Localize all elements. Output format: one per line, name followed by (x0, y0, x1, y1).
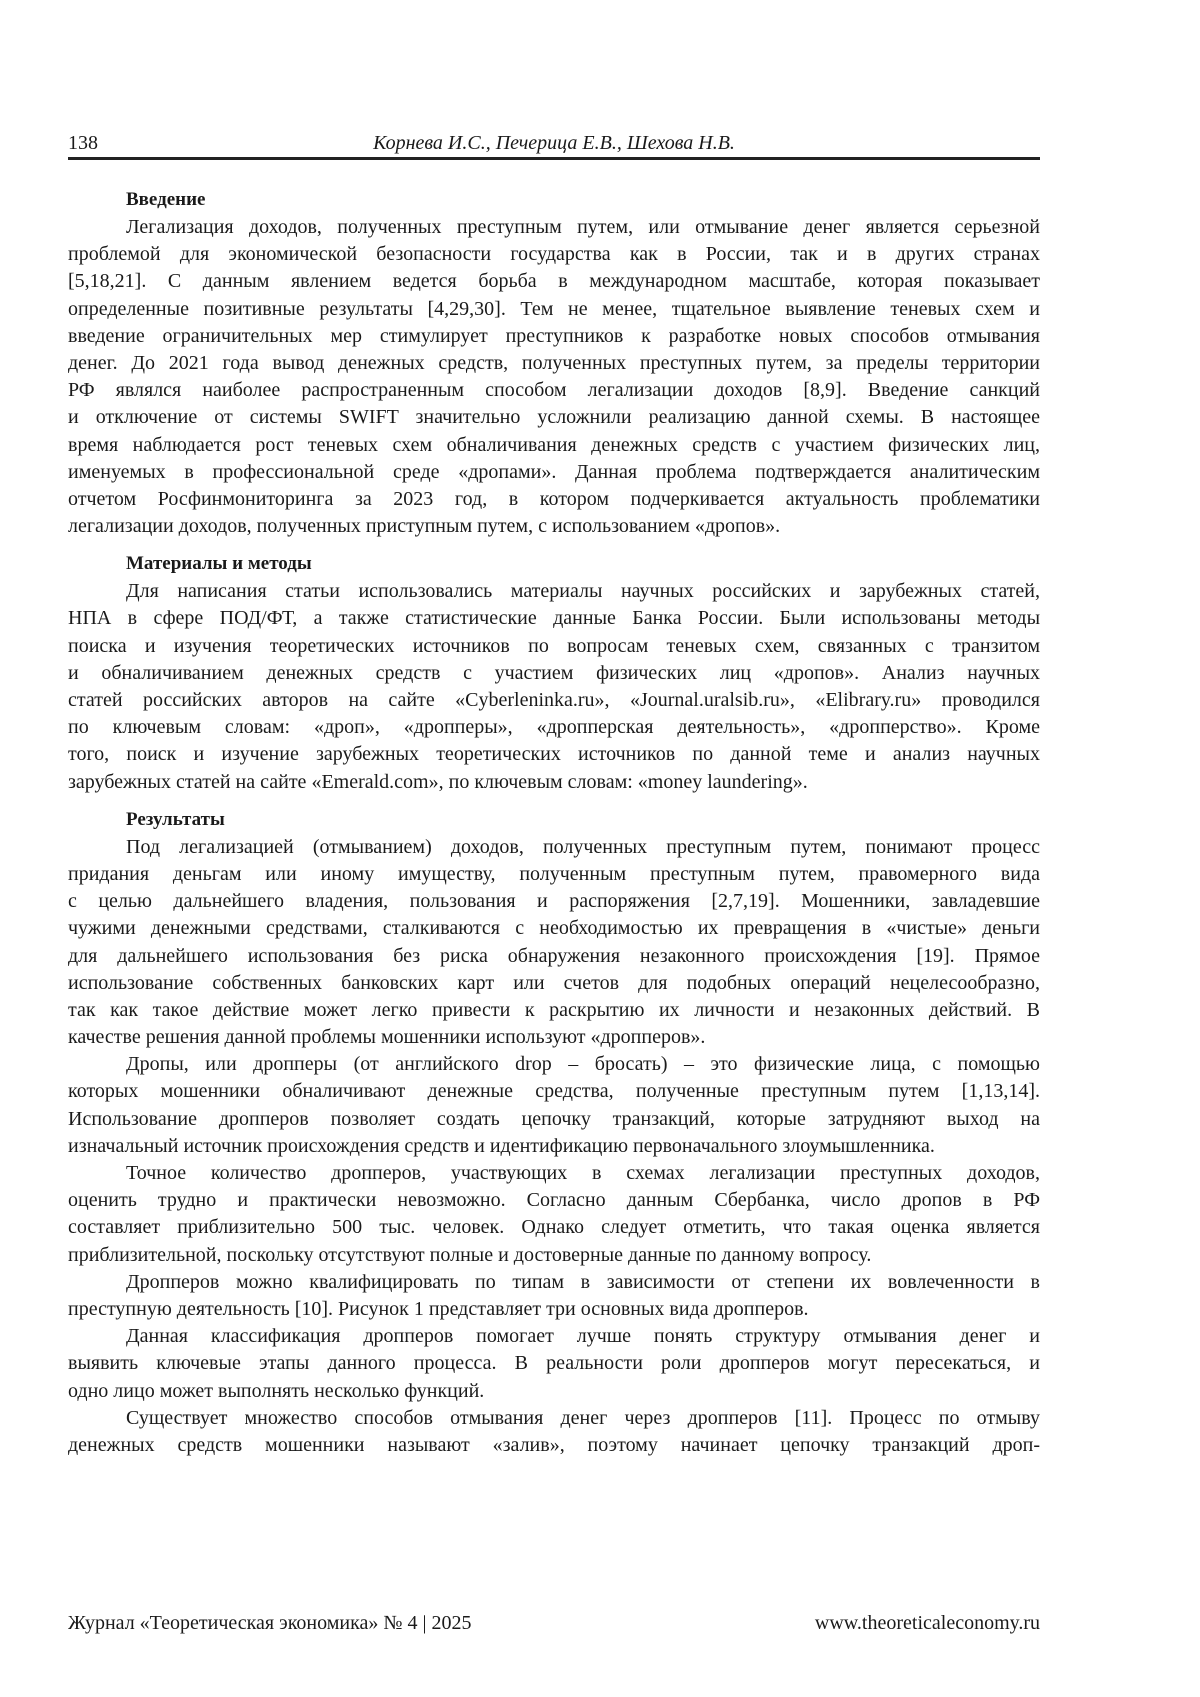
text-line: того, поиск и изучение зарубежных теоретических источников по данной теме и анализ научных (68, 743, 1040, 766)
text-line: денежных средств мошенники называют «залив», поэтому начинает цепочку транзакций дроп- (68, 1433, 1040, 1456)
text-line: Данная классификация дропперов помогает лучше понять структуру отмывания денег и (126, 1325, 1040, 1348)
text-line: оценить трудно и практически невозможно. Согласно данным Сбербанка, число дропов в РФ (68, 1189, 1040, 1212)
paragraph (68, 1269, 1040, 1323)
paragraph (68, 1323, 1040, 1405)
text-line: отчетом Росфинмониторинга за 2023 год, в котором подчеркивается актуальность проблематики (68, 487, 1040, 510)
paragraph (68, 1160, 1040, 1269)
text-line: преступную деятельность [10]. Рисунок 1 представляет три основных вида дропперов. (68, 1297, 809, 1320)
text-line: Под легализацией (отмыванием) доходов, полученных преступным путем, понимают процесс (126, 835, 1040, 858)
text-line: использование собственных банковских карт или счетов для подобных операций нецелесообразно, (68, 971, 1040, 994)
paragraph (68, 214, 1040, 540)
text-line: именуемых в профессиональной среде «дропами». Данная проблема подтверждается аналитическим (68, 460, 1040, 483)
text-line: составляет приблизительно 500 тыс. человек. Однако следует отметить, что такая оценка является (68, 1216, 1040, 1239)
text-line: Использование дропперов позволяет создать цепочку транзакций, которые затрудняют выход на (68, 1107, 1040, 1130)
text-line: для дальнейшего использования без риска обнаружения незаконного происхождения [19]. Прямое (68, 944, 1040, 967)
paragraph (68, 578, 1040, 796)
text-line: Дропы, или дропперы (от английского drop – бросать) – это физические лица, с помощью (126, 1053, 1040, 1076)
text-line: проблемой для экономической безопасности государства как в России, так и в других странах (68, 243, 1040, 266)
text-line: так как такое действие может легко привести к раскрытию их личности и незаконных действий. В (68, 998, 1040, 1021)
text-line: которых мошенники обналичивают денежные средства, полученные преступным путем [1,13,14]. (68, 1080, 1040, 1103)
text-line: денег. До 2021 года вывод денежных средств, полученных преступных путем, за пределы территории (68, 351, 1040, 374)
header-rule (68, 157, 1040, 160)
text-line: введение ограничительных мер стимулирует преступников к разработке новых способов отмывания (68, 324, 1040, 347)
paragraph (68, 834, 1040, 1052)
section-heading: Результаты (126, 808, 225, 830)
text-line: придания деньгам или иному имуществу, полученным преступным путем, правомерного вида (68, 862, 1040, 885)
text-line: чужими денежными средствами, сталкиваются с необходимостью их превращения в «чистые» деньги (68, 917, 1040, 940)
paragraph (68, 1051, 1040, 1160)
text-line: НПА в сфере ПОД/ФТ, а также статистические данные Банка России. Были использованы методы (68, 607, 1040, 630)
text-line: Для написания статьи использовались материалы научных российских и зарубежных статей, (126, 580, 1040, 603)
text-line: [5,18,21]. С данным явлением ведется борьба в международном масштабе, которая показывает (68, 270, 1040, 293)
text-line: статей российских авторов на сайте «Cyberleninka.ru», «Journal.uralsib.ru», «Elibrary.ru» проводился (68, 689, 1040, 711)
text-line: поиска и изучения теоретических источников по вопросам теневых схем, связанных с транзитом (68, 634, 1040, 657)
authors: Корнева И.С., Печерица Е.В., Шехова Н.В. (373, 132, 735, 154)
text-line: и обналичиванием денежных средств с участием физических лиц «дропов». Анализ научных (68, 661, 1040, 684)
paragraph (68, 1405, 1040, 1459)
text-line: и отключение от системы SWIFT значительно усложнили реализацию данной схемы. В настоящее (68, 406, 1040, 429)
text-line: легализации доходов, полученных приступным путем, с использованием «дропов». (68, 515, 781, 538)
journal-name: Журнал «Теоретическая экономика» № 4 | 2025 (68, 1612, 472, 1634)
page-number: 138 (68, 132, 98, 154)
text-line: одно лицо может выполнять несколько функций. (68, 1379, 485, 1402)
text-line: Дропперов можно квалифицировать по типам в зависимости от степени их вовлеченности в (126, 1270, 1040, 1293)
text-line: изначальный источник происхождения средств и идентификацию первоначального злоумышленника. (68, 1134, 935, 1157)
section-heading: Введение (126, 189, 206, 210)
text-line: приблизительной, поскольку отсутствуют полные и достоверные данные по данному вопросу. (68, 1243, 872, 1266)
text-line: Существует множество способов отмывания денег через дропперов [11]. Процесс по отмыву (126, 1406, 1040, 1429)
section-heading: Материалы и методы (126, 553, 312, 575)
text-line: с целью дальнейшего владения, пользования и распоряжения [2,7,19]. Мошенники, завладевшие (68, 890, 1040, 913)
text-line: РФ являлся наиболее распространенным способом легализации доходов [8,9]. Введение санкций (68, 379, 1040, 402)
journal-url[interactable]: www.theoreticaleconomy.ru (814, 1612, 1040, 1634)
text-line: время наблюдается рост теневых схем обналичивания денежных средств с участием физических лиц, (68, 433, 1040, 456)
text-line: выявить ключевые этапы данного процесса. В реальности роли дропперов могут пересекаться, и (68, 1352, 1040, 1375)
text-line: зарубежных статей на сайте «Emerald.com», по ключевым словам: «money laundering». (68, 770, 808, 793)
running-header (68, 130, 1040, 158)
text-line: по ключевым словам: «дроп», «дропперы», «дропперская деятельность», «дропперство». Кроме (68, 716, 1040, 739)
text-line: Легализация доходов, полученных преступным путем, или отмывание денег является серьезной (126, 216, 1040, 238)
text-line: качестве решения данной проблемы мошенники используют «дропперов». (68, 1026, 706, 1049)
article-body (68, 186, 1040, 1459)
text-line: Точное количество дропперов, участвующих в схемах легализации преступных доходов, (126, 1162, 1040, 1184)
text-line: определенные позитивные результаты [4,29,30]. Тем не менее, тщательное выявление теневых схем и (68, 297, 1040, 320)
